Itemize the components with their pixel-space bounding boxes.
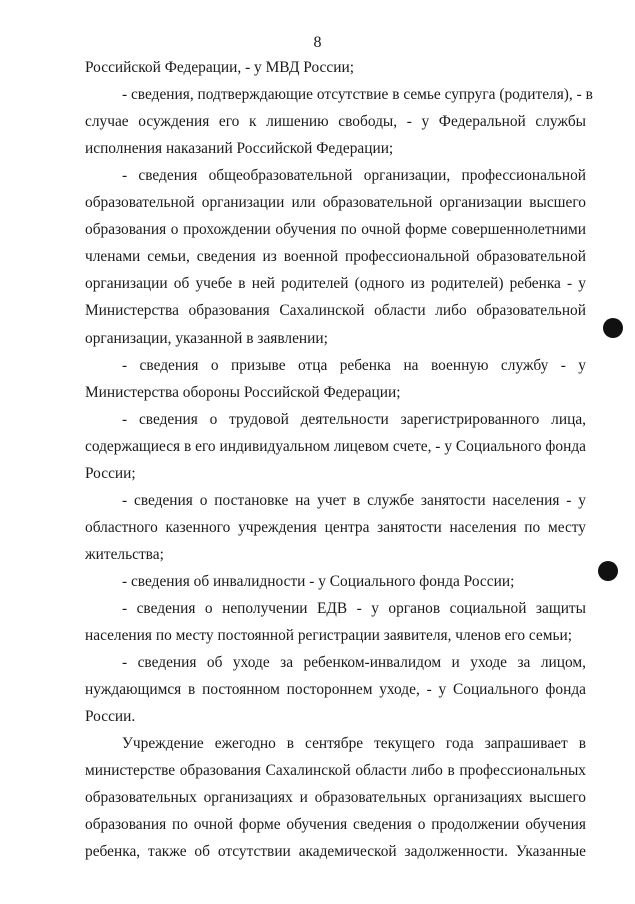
text-line: Российской Федерации, - у МВД России; (85, 59, 354, 76)
text-line: организации об учебе в ней родителей (одного из родителей) ребенка - у (85, 275, 586, 292)
text-line: случае осуждения его к лишению свободы, - у Федеральной службы (85, 113, 586, 130)
text-line: ребенка, также об отсутствии академической задолженности. Указанные (85, 843, 586, 860)
text-line: - сведения об инвалидности - у Социального фонда России; (122, 573, 515, 590)
hole-punch-mark (603, 318, 623, 338)
text-line: членами семьи, сведения из военной профессиональной образовательной (85, 248, 586, 265)
text-line: - сведения об уходе за ребенком-инвалидом и уходе за лицом, (122, 654, 586, 671)
text-line: России. (85, 708, 136, 725)
text-line: образования по очной форме обучения сведения о продолжении обучения (85, 816, 586, 833)
text-line: исполнения наказаний Российской Федерации; (85, 140, 394, 157)
text-line: образовательных организациях и образовательных организациях высшего (85, 789, 586, 806)
text-line: жительства; (85, 546, 164, 563)
text-line: - сведения о призыве отца ребенка на военную службу - у (122, 357, 586, 374)
text-line: Министерства обороны Российской Федерации; (85, 384, 401, 401)
text-line: министерстве образования Сахалинской области либо в профессиональных (85, 762, 586, 779)
text-line: населения по месту постоянной регистрации заявителя, членов его семьи; (85, 627, 572, 644)
text-line: организации, указанной в заявлении; (85, 330, 328, 347)
text-line: нуждающимся в постоянном постороннем уходе, - у Социального фонда (85, 681, 586, 698)
text-line: - сведения о неполучении ЕДВ - у органов социальной защиты (122, 600, 586, 617)
hole-punch-mark (598, 561, 618, 581)
text-line: Учреждение ежегодно в сентябре текущего года запрашивает в (122, 735, 586, 752)
text-line: содержащиеся в его индивидуальном лицевом счете, - у Социального фонда (85, 438, 586, 455)
text-line: Министерства образования Сахалинской области либо образовательной (85, 302, 586, 319)
text-line: образования о прохождении обучения по очной форме совершеннолетними (85, 221, 586, 238)
text-line: образовательной организации или образовательной организации высшего (85, 194, 586, 211)
text-line: - сведения о трудовой деятельности зарегистрированного лица, (122, 411, 586, 428)
text-line: - сведения о постановке на учет в службе занятости населения - у (122, 492, 586, 509)
text-line: - сведения, подтверждающие отсутствие в семье супруга (родителя), - в (122, 86, 593, 103)
text-line: России; (85, 465, 136, 482)
text-line: областного казенного учреждения центра занятости населения по месту (85, 519, 586, 536)
page-number: 8 (313, 34, 322, 51)
text-line: - сведения общеобразовательной организации, профессиональной (122, 167, 586, 184)
